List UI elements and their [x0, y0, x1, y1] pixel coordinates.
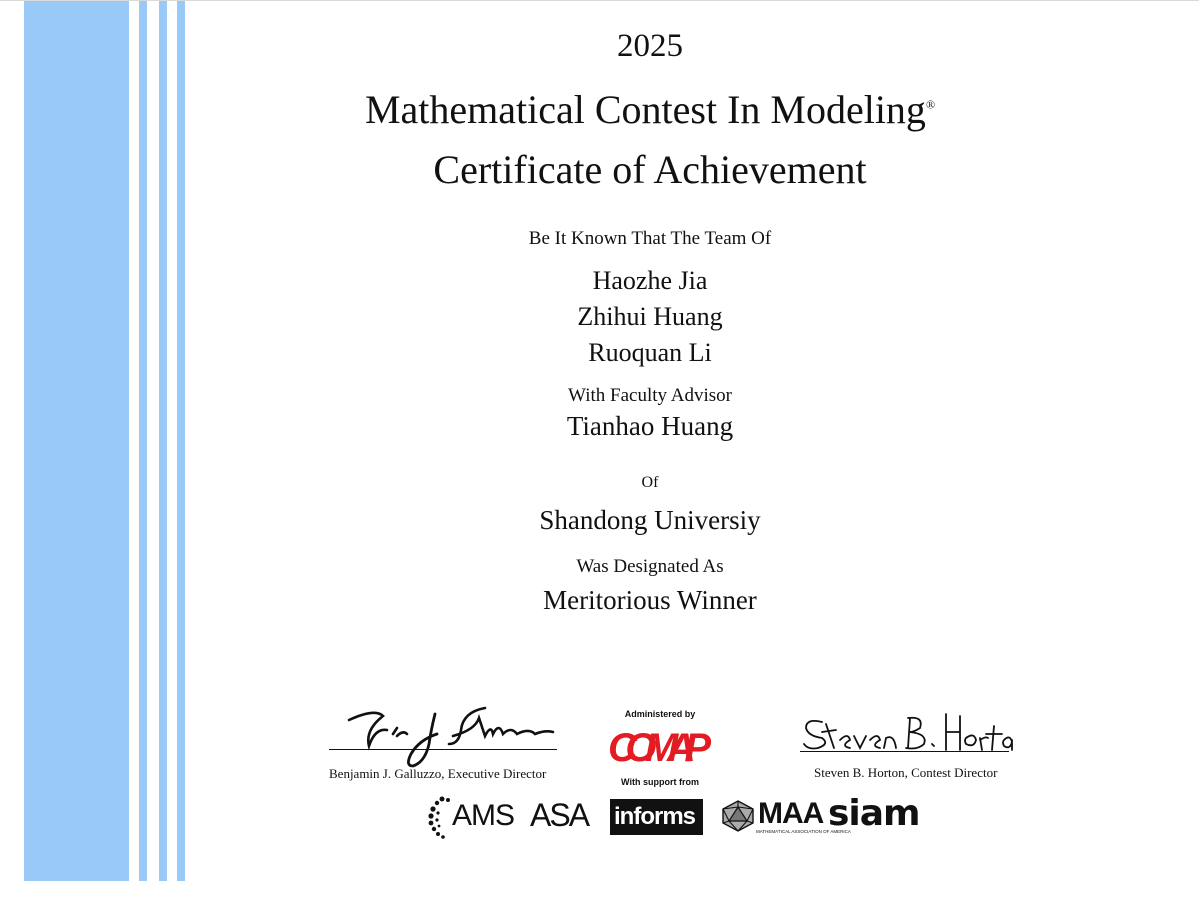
- ams-logo: AMS: [452, 799, 515, 832]
- comap-logo: [604, 719, 716, 773]
- maa-icosahedron-icon: [720, 799, 756, 833]
- right-signature-caption: Steven B. Horton, Contest Director: [814, 765, 998, 780]
- advisor-label: With Faculty Advisor: [568, 385, 732, 406]
- svg-text:COMAP: COMAP: [608, 726, 708, 770]
- team-member: Ruoquan Li: [588, 338, 712, 367]
- certificate-title: Certificate of Achievement: [433, 147, 867, 192]
- team-members: [0, 263, 1199, 371]
- executive-director-signature: [335, 700, 565, 772]
- maa-subtitle: MATHEMATICAL ASSOCIATION OF AMERICA: [756, 829, 851, 834]
- informs-logo: informs: [610, 799, 703, 835]
- right-signature-line: [800, 751, 1009, 752]
- contest-name-text: Mathematical Contest In Modeling: [364, 87, 926, 132]
- siam-logo: siam: [828, 793, 920, 834]
- with-support-label: With support from: [621, 777, 699, 787]
- award-title: Meritorious Winner: [543, 585, 757, 615]
- contest-name: [0, 86, 1199, 133]
- ams-dots-icon: [428, 795, 454, 841]
- left-signature-caption: Benjamin J. Galluzzo, Executive Director: [329, 766, 547, 781]
- designation-label: Was Designated As: [576, 556, 724, 577]
- team-member: Zhihui Huang: [577, 302, 723, 331]
- team-member: Haozhe Jia: [592, 266, 708, 295]
- registered-mark: ®: [925, 97, 936, 112]
- maa-logo: MAA: [758, 797, 824, 830]
- of-label: Of: [641, 474, 659, 491]
- administered-by-label: Administered by: [624, 709, 696, 719]
- contest-director-signature: [800, 706, 1014, 756]
- certificate-year: 2025: [617, 28, 683, 64]
- advisor-name: Tianhao Huang: [566, 411, 734, 441]
- institution-name: Shandong Universiy: [539, 505, 761, 535]
- intro-text: Be It Known That The Team Of: [528, 228, 772, 249]
- asa-logo: ASA: [530, 797, 589, 833]
- left-signature-line: [329, 749, 557, 750]
